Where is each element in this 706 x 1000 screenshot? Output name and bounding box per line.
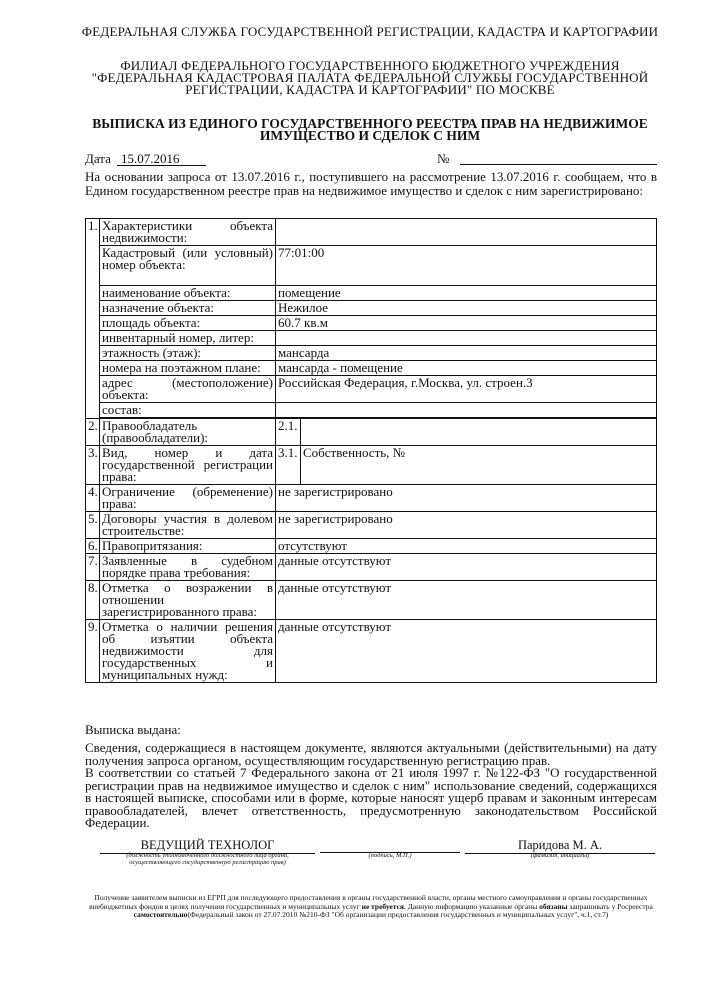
- number-label: №: [437, 151, 450, 166]
- area-value: 60.7 кв.м: [276, 316, 657, 331]
- name-caption: (фамилия, инициалы): [530, 852, 590, 859]
- encumbrance-value: не зарегистрировано: [276, 485, 657, 512]
- section-1-number: 1.: [86, 219, 100, 419]
- seizure-value: данные отсутствуют: [276, 620, 657, 683]
- section-1-heading: Характеристики объекта недвижимости:: [100, 219, 276, 246]
- claims-label: Правопритязания:: [100, 539, 276, 554]
- seizure-label: Отметка о наличии решения об изъятии объекта недвижимости для государственных и муниципальных нужд:: [100, 620, 276, 683]
- encumbrance-label: Ограничение (обременение) права:: [100, 485, 276, 512]
- position-caption: (должность уполномоченного должностного лица органа, осуществляющего государственную регистрацию прав): [126, 852, 289, 866]
- date-value: 15.07.2016: [117, 151, 206, 166]
- footer-note: [85, 894, 657, 920]
- objection-label: Отметка о возражении в отношении зарегистрированного права:: [100, 581, 276, 620]
- address-value: Российская Федерация, г.Москва, ул. строен.3: [276, 376, 657, 403]
- document-title: ВЫПИСКА ИЗ ЕДИНОГО ГОСУДАРСТВЕННОГО РЕЕСТРА ПРАВ НА НЕДВИЖИМОЕ ИМУЩЕСТВО И СДЕЛОК С НИМ: [92, 116, 648, 143]
- objection-value: данные отсутствуют: [276, 581, 657, 620]
- agency-header: ФЕДЕРАЛЬНАЯ СЛУЖБА ГОСУДАРСТВЕННОЙ РЕГИСТРАЦИИ, КАДАСТРА И КАРТОГРАФИИ: [81, 24, 659, 39]
- object-name-value: помещение: [276, 286, 657, 301]
- claims-value: отсутствуют: [276, 539, 657, 554]
- legal-notice: [85, 742, 657, 830]
- area-label: площадь объекта:: [100, 316, 276, 331]
- footer-part-1: Получение заявителем выписки из ЕГРП для последующего предоставления в органы государственной власти, органы местного самоуправления и органы государственных внебюджетных фондов в целях получения государственных и муниципальных услуг: [89, 893, 648, 911]
- section-6-number: 6.: [86, 539, 100, 554]
- composition-label: состав:: [100, 403, 276, 418]
- footer-part-2: Данную информацию указанные органы: [407, 901, 538, 911]
- law-paragraph: В соответствии со статьей 7 Федерального закона от 21 июля 1997 г. №122-ФЗ "О государственной регистрации прав на недвижимое имущество и сделок с ним" использование сведений, содержащихся в настоящей выписке, способами или в форме, которые наносят ущерб правам и законным интересам правообладателей, влечет ответственность, предусмотренную законодательством Российской Федерации.: [85, 765, 657, 830]
- floors-value: мансарда: [276, 346, 657, 361]
- branch-header: ФИЛИАЛ ФЕДЕРАЛЬНОГО ГОСУДАРСТВЕННОГО БЮДЖЕТНОГО УЧРЕЖДЕНИЯ "ФЕДЕРАЛЬНАЯ КАДАСТРОВАЯ ПАЛАТА ФЕДЕРАЛЬНОЙ СЛУЖБЫ ГОСУДАРСТВЕННОЙ РЕГИСТРАЦИИ, КАДАСТРА И КАРТОГРАФИИ" ПО МОСКВЕ: [91, 58, 649, 97]
- footer-part-4: (Федеральный закон от 27.07.2010 №210-ФЗ "Об организации предоставления государственных и муниципальных услуг", ч.1, ст.7): [187, 910, 609, 919]
- date-line: [85, 151, 657, 167]
- owner-subnumber: 2.1.: [276, 419, 301, 446]
- court-claims-label: Заявленные в судебном порядке права требования:: [100, 554, 276, 581]
- signer-position: ВЕДУЩИЙ ТЕХНОЛОГ: [100, 838, 315, 854]
- inventory-label: инвентарный номер, литер:: [100, 331, 276, 346]
- section-3-number: 3.: [86, 446, 100, 485]
- floorplan-value: мансарда - помещение: [276, 361, 657, 376]
- floorplan-label: номера на поэтажном плане:: [100, 361, 276, 376]
- court-claims-value: данные отсутствуют: [276, 554, 657, 581]
- section-2-number: 2.: [86, 419, 100, 446]
- floors-label: этажность (этаж):: [100, 346, 276, 361]
- address-label: адрес (местоположение) объекта:: [100, 376, 276, 403]
- cadastral-label: Кадастровый (или условный) номер объекта:: [100, 246, 276, 286]
- inventory-value: [276, 331, 657, 346]
- relevance-paragraph: Сведения, содержащиеся в настоящем документе, являются актуальными (действительными) на дату получения запроса органом, осуществляющим государственную регистрацию прав.: [85, 740, 657, 768]
- section-4-number: 4.: [86, 485, 100, 512]
- shared-construction-value: не зарегистрировано: [276, 512, 657, 539]
- sign-caption: (подпись, М.П.): [368, 852, 412, 859]
- issued-label: Выписка выдана:: [85, 722, 181, 737]
- owner-label: Правообладатель (правообладатели):: [100, 419, 276, 446]
- purpose-value: Нежилое: [276, 301, 657, 316]
- signer-name: Паридова М. А.: [465, 838, 655, 854]
- signature-line: [320, 838, 460, 853]
- object-name-label: наименование объекта:: [100, 286, 276, 301]
- section-9-number: 9.: [86, 620, 100, 683]
- footer-bold-1: не требуется.: [361, 901, 406, 911]
- owner-value: [301, 419, 657, 446]
- cadastral-value: 77:01:00: [276, 246, 657, 286]
- footer-bold-2: обязаны: [539, 901, 568, 911]
- right-registration-value: Собственность, №: [301, 446, 657, 485]
- registry-table: [85, 218, 657, 683]
- shared-construction-label: Договоры участия в долевом строительстве:: [100, 512, 276, 539]
- section-7-number: 7.: [86, 554, 100, 581]
- intro-text: На основании запроса от 13.07.2016 г., поступившего на рассмотрение 13.07.2016 г. сообщаем, что в Едином государственном реестре прав на недвижимое имущество и сделок с ним зарегистрировано:: [85, 169, 657, 198]
- footer-bold-3: самостоятельно: [133, 910, 188, 919]
- date-label: Дата: [85, 151, 111, 166]
- section-5-number: 5.: [86, 512, 100, 539]
- section-8-number: 8.: [86, 581, 100, 620]
- signature-block: [85, 838, 657, 866]
- purpose-label: назначение объекта:: [100, 301, 276, 316]
- section-1-heading-value: [276, 219, 657, 246]
- right-registration-label: Вид, номер и дата государственной регистрации права:: [100, 446, 276, 485]
- composition-value: [276, 403, 657, 418]
- right-subnumber: 3.1.: [276, 446, 301, 485]
- footer-part-3: запрашивать у Росреестра: [569, 901, 653, 911]
- number-line: [460, 164, 657, 165]
